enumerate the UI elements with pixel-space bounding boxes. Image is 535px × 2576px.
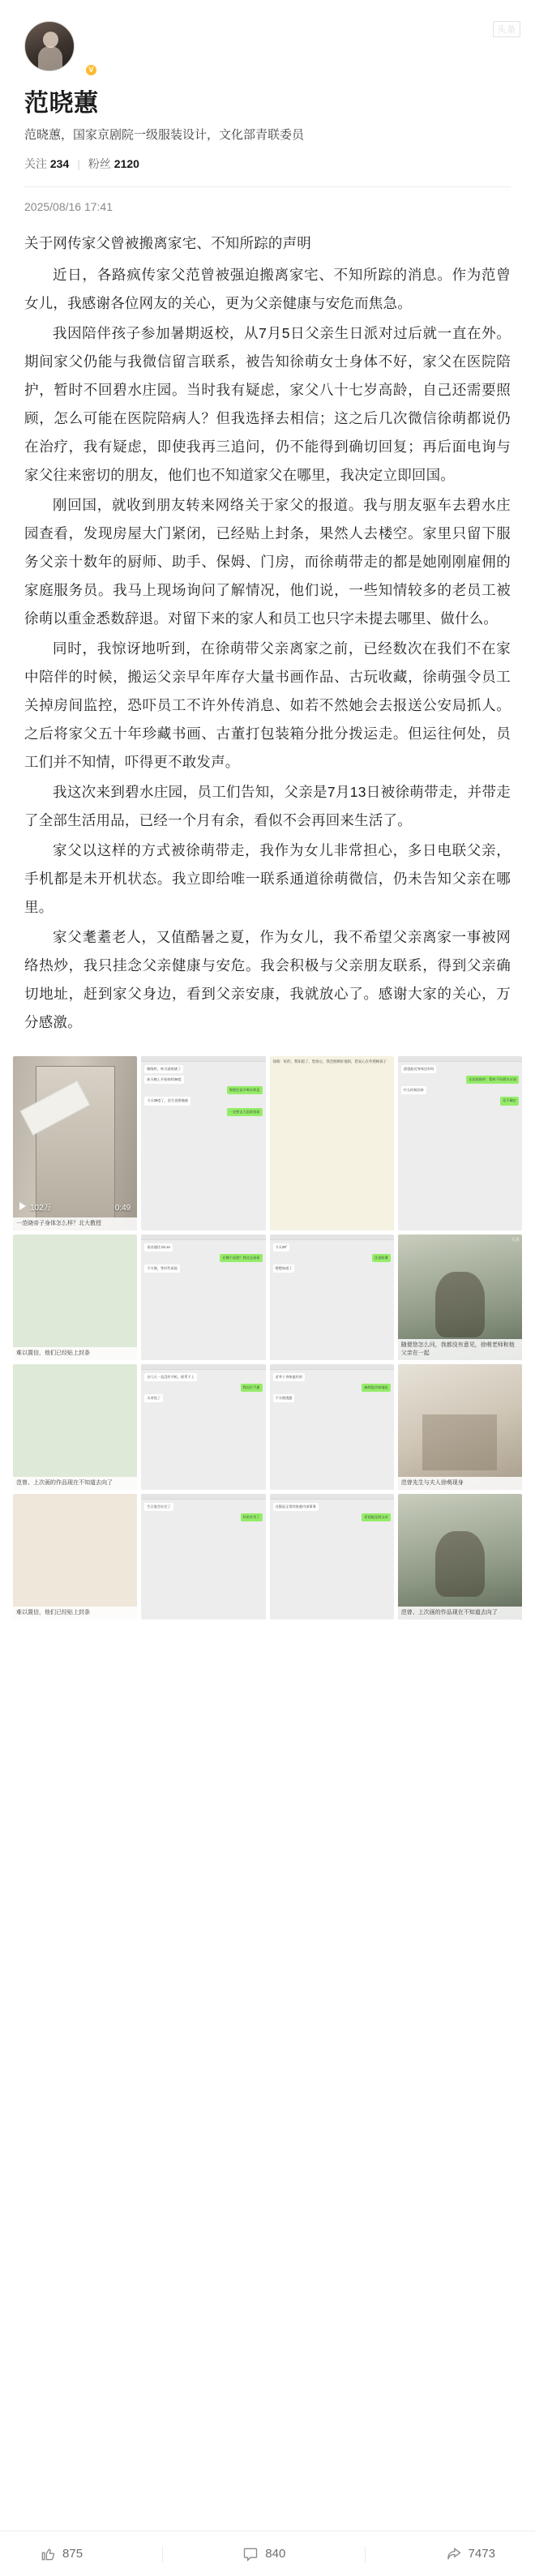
photo-hall[interactable]: [398, 1364, 522, 1490]
photo-watermark: 头条: [511, 1237, 520, 1243]
chat-bubble: 这都是正常的家庭内部事务: [273, 1503, 319, 1511]
chat-bubble: 注意防暑: [372, 1254, 391, 1262]
chat-bubble: 我也打不通: [241, 1384, 263, 1392]
chat-bubble: 希望能见到父亲: [362, 1513, 390, 1521]
article-paragraph: 近日，各路疯传家父范曾被强迫搬离家宅、不知所踪的消息。作为范曾女儿，我感谢各位网友的关心，更为父亲健康与安危而焦急。: [24, 266, 511, 311]
followers-count: 2120: [113, 156, 139, 170]
chat-bubble: 在医院陪护，暂时不回碧水庄园: [466, 1076, 519, 1084]
action-bar: [0, 2531, 535, 2576]
chat-titlebar: [141, 1056, 265, 1062]
photo-caption: 范曾、上次画的作品现在不知道去向了: [398, 1607, 522, 1620]
article-paragraph: 家父以这样的方式被徐萌带走，我作为女儿非常担心，多日电联父亲，手机都是未开机状态。我立即给唯一联系通道徐萌微信，仍未告知父亲在哪里。: [24, 841, 511, 915]
share-icon: [446, 2546, 462, 2562]
photo-green-1[interactable]: [13, 1235, 137, 1360]
play-icon: [19, 1202, 26, 1210]
photo-beige-1[interactable]: [13, 1494, 137, 1620]
photo-caption: 随便您怎么问，我都没有意见，徐萌老师和他父亲在一起: [398, 1339, 522, 1360]
article-title: 关于网传家父曾被搬离家宅、不知所踪的声明: [24, 234, 311, 251]
chat-bubble: 麻烦您告知地址: [362, 1384, 390, 1392]
photo-person-1[interactable]: [398, 1235, 522, 1360]
site-watermark: [493, 21, 520, 37]
chat-bubble: 不方便透露: [273, 1394, 295, 1402]
photo-caption: 难以置信，他们已经贴上封条: [13, 1607, 137, 1620]
chat-bubble: 太奇怪了: [144, 1394, 163, 1402]
chat-titlebar: [270, 1235, 394, 1240]
verified-badge-icon: V: [84, 63, 98, 77]
article-paragraph: 我这次来到碧水庄园，员工们告知，父亲是7月13日被徐萌带走，并带走了全部生活用品，已经一个月有余，看似不会再回来生活了。: [24, 783, 511, 828]
chat-screenshot-6[interactable]: [270, 1364, 394, 1490]
chat-screenshot-4[interactable]: [270, 1235, 394, 1360]
chat-bubble: 语音通话 02:14: [144, 1243, 172, 1252]
chat-bubble: 喉咙疼，转天就低烧了: [144, 1065, 183, 1073]
comment-icon: [242, 2546, 259, 2562]
chat-bubble: 老爷子身体挺好的: [273, 1373, 306, 1381]
chat-titlebar: [141, 1494, 265, 1500]
video-thumb-door[interactable]: [13, 1056, 137, 1230]
author-header: [0, 0, 535, 172]
chat-titlebar: [141, 1235, 265, 1240]
post-timestamp: 2025/08/16 17:41: [24, 199, 113, 213]
video-caption: 一范晓帝子身体怎么样？北大教授: [13, 1217, 137, 1230]
chat-screenshot-8[interactable]: [270, 1494, 394, 1620]
page-title: 范晓蕙: [24, 90, 99, 117]
share-button[interactable]: [446, 2546, 495, 2562]
article-paragraph: 同时，我惊讶地听到，在徐萌带父亲离家之前，已经数次在我们不在家中陪伴的时候，搬运父亲早年库存大量书画作品、古玩收藏，徐萌强令员工关掉房间监控，恐吓员工不许外传消息、如若不然她会去报送公安局抓人。之后将家父五十年珍藏书画、古董打包装箱分批分拨运走。但运往何处，员工们并不知情，吓得更不敢发声。: [24, 640, 511, 770]
note-text: 徐萌：好的，我知道了，您放心，我会照顾好他的，您安心在外照顾孩子: [272, 1059, 387, 1063]
watermark-label: 头条: [493, 21, 520, 37]
chat-bubble: 嗯嗯知道了: [273, 1264, 295, 1273]
author-stats: [24, 156, 511, 172]
author-bio: 范晓蕙，国家京剧院一级服装设计，文化部青联委员: [24, 128, 305, 142]
following-label: 关注: [24, 156, 47, 170]
photo-caption: 范曾、上次画的作品现在不知道去向了: [13, 1477, 137, 1490]
followers-label: 粉丝: [88, 156, 111, 170]
chat-bubble: 那要注意多喝水休息: [227, 1086, 263, 1094]
article-paragraph: 我因陪伴孩子参加暑期返校，从7月5日父亲生日派对过后就一直在外。期间家父仍能与我微信留言联系，被告知徐萌女士身体不好，家父在医院陪护，暂时不回碧水庄园。当时我有疑虑，家父八十七岁高龄，自己还需要照顾，怎么可能在医院陪病人？但我选择去相信；这之后几次微信徐萌都说仍在治疗，我有疑虑，即使我再三追问，仍不能得到确切回复；再后面电询与家父往来密切的朋友，他们也不知道家父在哪里，我决定立即回国。: [24, 324, 511, 483]
chat-bubble: 好的辛苦了: [241, 1513, 263, 1521]
thumb-up-icon: [40, 2546, 56, 2562]
chat-bubble: 爸爸最近身体还好吗: [401, 1065, 437, 1073]
chat-screenshot-3[interactable]: [141, 1235, 265, 1360]
chat-bubble: 生日宴会办完了: [144, 1503, 173, 1511]
chat-bubble: 在哪个医院？我过去看看: [220, 1254, 262, 1262]
action-divider: [162, 2546, 163, 2562]
article-paragraph: 刚回国，就收到朋友转来网络关于家父的报道。我与朋友驱车去碧水庄园查看，发现房屋大门紧闭，已经贴上封条，果然人去楼空。家里只留下服务父亲十数年的厨师、助手、保姆、门房，而徐萌带走的都是她刚刚雇佣的家庭服务员。我马上现场询问了解情况，他们说，一些知情较多的老员工被徐萌以重金悉数辞退。对留下来的家人和员工也只字未提去哪里、做什么。: [24, 496, 511, 627]
play-count: 102万: [30, 1203, 52, 1213]
following-stat[interactable]: [24, 156, 69, 172]
comment-count: 840: [265, 2547, 286, 2561]
chat-bubble: 前天晚上开始持续38度: [144, 1076, 183, 1084]
chat-bubble: 还不确定: [500, 1097, 519, 1105]
chat-bubble: 今天39度了，医生说要输液: [144, 1097, 190, 1105]
article-paragraph: 家父耄耋老人，又值酷暑之夏，作为女儿，我不希望父亲离家一事被网络热炒，我只挂念父亲健康与安危。我会积极与父亲朋友联系，得到父亲确切地址，赶到家父身边，看到父亲安康，我就放心了。感谢大家的关心，万分感激。: [24, 928, 511, 1030]
chat-titlebar: [398, 1056, 522, 1062]
chat-screenshot-5[interactable]: [141, 1364, 265, 1490]
share-count: 7473: [468, 2547, 495, 2561]
chat-bubble: 今天29°: [273, 1243, 290, 1252]
like-button[interactable]: [40, 2546, 83, 2562]
like-count: 875: [62, 2547, 83, 2561]
followers-stat[interactable]: [88, 156, 139, 172]
note-screenshot-yellow[interactable]: [270, 1056, 394, 1230]
media-grid: [13, 1056, 522, 1620]
action-divider: [365, 2546, 366, 2562]
play-overlay: [19, 1200, 52, 1213]
article-body: [0, 213, 535, 1037]
chat-bubble: 不方便，等好些再说: [144, 1264, 180, 1273]
video-duration: 0:49: [114, 1203, 131, 1213]
avatar[interactable]: [24, 21, 75, 71]
chat-bubble: 什么时候回来: [401, 1086, 426, 1094]
chat-titlebar: [270, 1364, 394, 1370]
photo-person-2[interactable]: [398, 1494, 522, 1620]
chat-bubble: 一定要去大医院看看: [227, 1108, 263, 1116]
photo-caption: 范曾先生与夫人徐萌现身: [398, 1477, 522, 1490]
chat-screenshot-1[interactable]: [141, 1056, 265, 1230]
chat-bubble: 这几天一直没有开机，联系不上: [144, 1373, 197, 1381]
chat-titlebar: [141, 1364, 265, 1370]
photo-caption: 难以置信，他们已经贴上封条: [13, 1347, 137, 1360]
photo-green-2[interactable]: [13, 1364, 137, 1490]
chat-screenshot-7[interactable]: [141, 1494, 265, 1620]
following-count: 234: [49, 156, 70, 170]
comment-button[interactable]: [242, 2546, 285, 2562]
chat-titlebar: [270, 1494, 394, 1500]
chat-screenshot-2[interactable]: [398, 1056, 522, 1230]
stats-divider: |: [77, 156, 80, 170]
